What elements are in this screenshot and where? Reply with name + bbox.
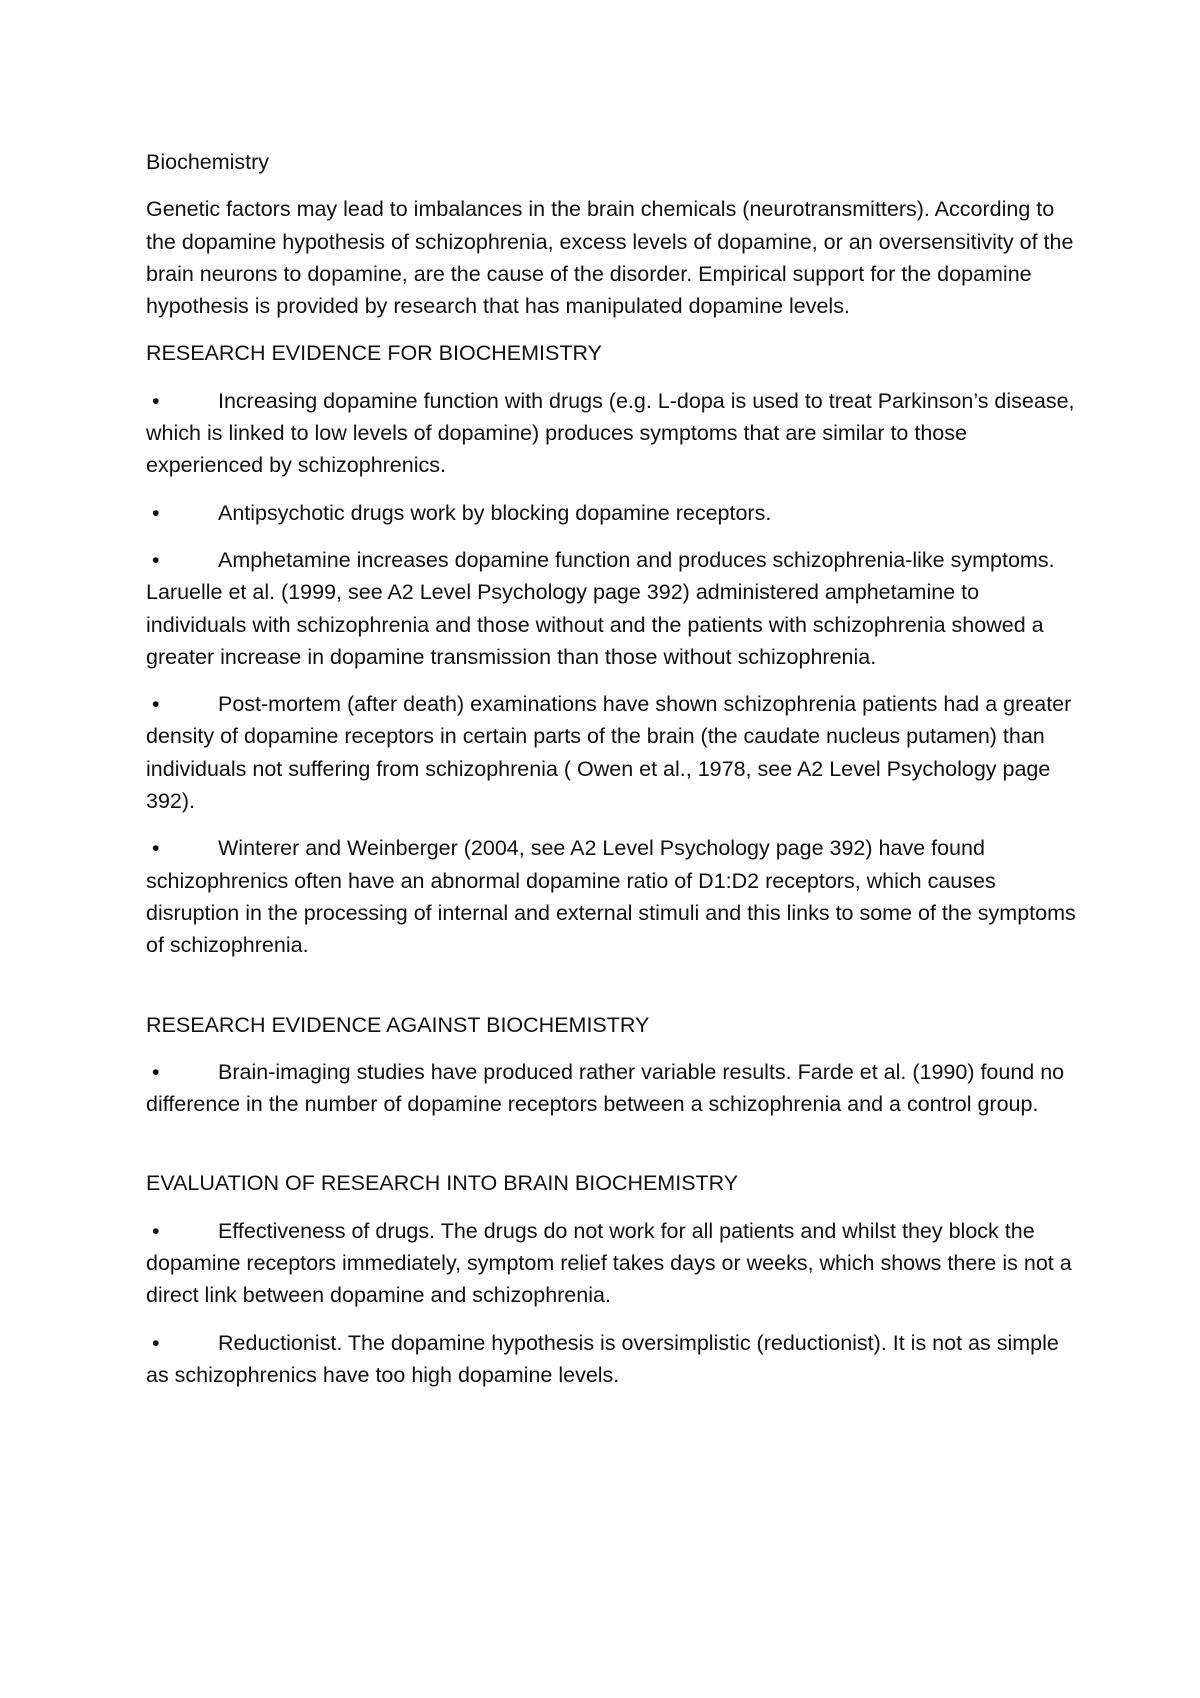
bullet-icon: • [152, 388, 160, 413]
list-item [146, 544, 1076, 673]
list-item [146, 1056, 1076, 1121]
list-item-text: Effectiveness of drugs. The drugs do not work for all patients and whilst they block the dopamine receptors immediately, symptom relief takes days or weeks, which shows there is not a direct link between dopamine and schizophrenia. [146, 1218, 1072, 1308]
document-title: Biochemistry [146, 150, 270, 174]
list-item-text: Brain-imaging studies have produced rather variable results. Farde et al. (1990) found no difference in the number of dopamine receptors between a schizophrenia and a control group. [146, 1059, 1065, 1117]
list-item [146, 688, 1076, 817]
section-heading-evaluation: EVALUATION OF RESEARCH INTO BRAIN BIOCHEMISTRY [146, 1171, 739, 1196]
bullet-icon: • [152, 1059, 160, 1084]
list-item-text: Increasing dopamine function with drugs (e.g. L-dopa is used to treat Parkinson’s disease, which is linked to low levels of dopamine) produces symptoms that are similar to those experienced by schizophrenics. [146, 388, 1075, 478]
list-item-text: Amphetamine increases dopamine function and produces schizophrenia-like symptoms. Laruelle et al. (1999, see A2 Level Psychology page 392) administered amphetamine to individuals with schizophrenia and those without and the patients with schizophrenia showed a greater increase in dopamine transmission than those without schizophrenia. [146, 547, 1055, 669]
spacer [146, 1135, 1076, 1167]
bullet-icon: • [152, 692, 160, 717]
list-item-text: Antipsychotic drugs work by blocking dopamine receptors. [218, 500, 772, 525]
bullet-icon: • [152, 500, 160, 525]
section-heading-evidence-against: RESEARCH EVIDENCE AGAINST BIOCHEMISTRY [146, 1012, 650, 1037]
list-item [146, 1327, 1076, 1392]
section-heading-evidence-for: RESEARCH EVIDENCE FOR BIOCHEMISTRY [146, 341, 602, 366]
intro-paragraph: Genetic factors may lead to imbalances in the brain chemicals (neurotransmitters). According to the dopamine hypothesis of schizophrenia, excess levels of dopamine, or an oversensitivity of the brain neurons to dopamine, are the cause of the disorder. Empirical support for the dopamine hypothesis is provided by research that has manipulated dopamine levels. [146, 197, 1074, 319]
list-item [146, 385, 1076, 482]
bullet-icon: • [152, 547, 160, 572]
spacer [146, 977, 1076, 1009]
bullet-icon: • [152, 1218, 160, 1243]
list-item [146, 832, 1076, 961]
bullet-icon: • [152, 1330, 160, 1355]
list-item-text: Reductionist. The dopamine hypothesis is oversimplistic (reductionist). It is not as simple as schizophrenics have too high dopamine levels. [146, 1330, 1059, 1387]
list-item-text: Post-mortem (after death) examinations have shown schizophrenia patients had a greater density of dopamine receptors in certain parts of the brain (the caudate nucleus putamen) than individuals not suffering from schizophrenia ( Owen et al., 1978, see A2 Level Psychology page 392). [146, 692, 1072, 814]
bullet-icon: • [152, 836, 160, 861]
list-item-text: Winterer and Weinberger (2004, see A2 Level Psychology page 392) have found schizophrenics often have an abnormal dopamine ratio of D1:D2 receptors, which causes disruption in the processing of internal and external stimuli and this links to some of the symptoms of schizophrenia. [146, 836, 1076, 958]
document-page [146, 146, 1076, 1406]
list-item [146, 1215, 1076, 1312]
list-item [146, 497, 1076, 529]
